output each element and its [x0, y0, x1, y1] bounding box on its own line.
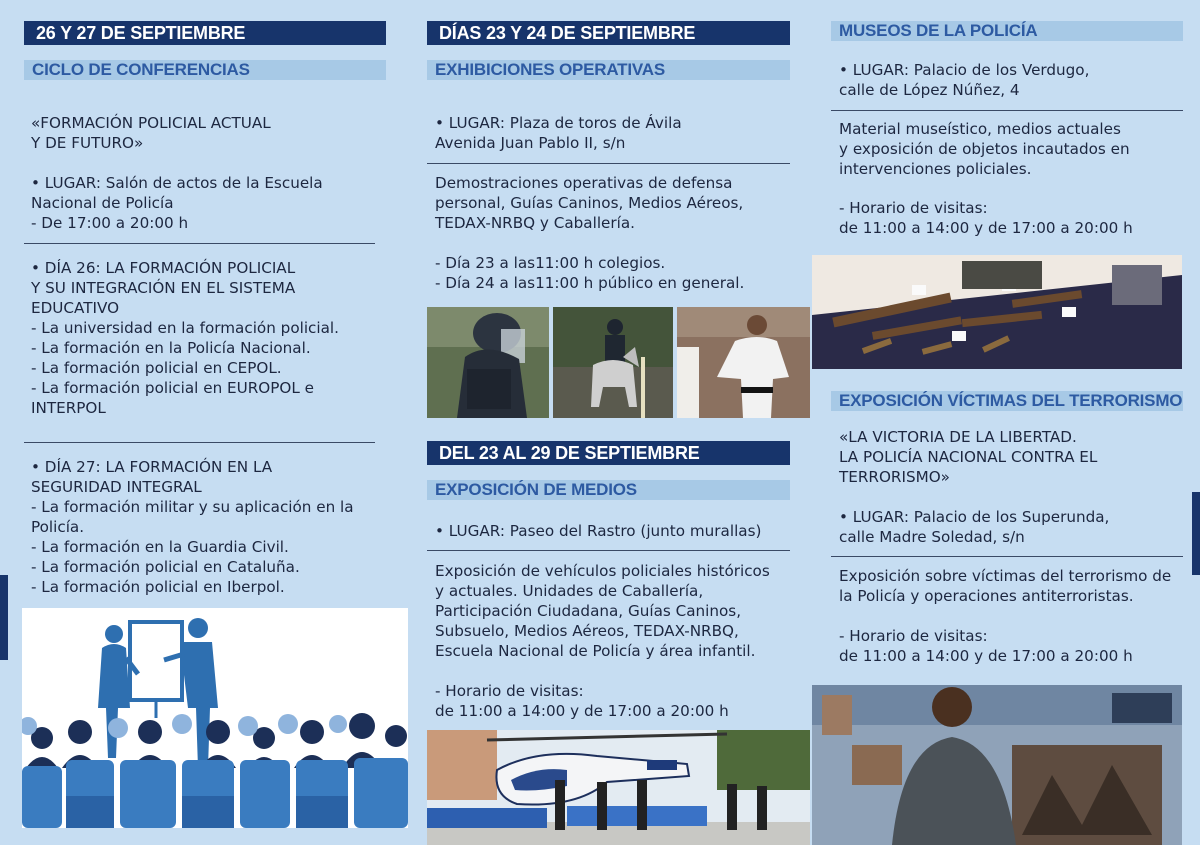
- col2-schedule-1: - Día 23 a las11:00 h colegios. - Día 24 a las11:00 h público en general.: [435, 254, 745, 292]
- col3-hours-1: - Horario de visitas: de 11:00 a 14:00 y de 17:00 a 20:00 h: [839, 199, 1133, 237]
- col2-location-1: • LUGAR: Plaza de toros de Ávila Avenida Juan Pablo II, s/n: [435, 114, 682, 152]
- right-edge-tab: [1192, 492, 1200, 575]
- col3-section-title-1: MUSEOS DE LA POLICÍA: [831, 21, 1183, 41]
- photo-tedax-agent: [427, 307, 549, 418]
- photo-museum-weapons: [812, 255, 1182, 369]
- col1-date-bar: 26 Y 27 DE SEPTIEMBRE: [24, 21, 386, 45]
- col1-day27: • DÍA 27: LA FORMACIÓN EN LA SEGURIDAD INTEGRAL - La formación militar y su aplicación en la Policía. - La formación en la Guardia Civil. - La formación policial en Cataluña. - La formación policial en Iberpol.: [31, 458, 354, 596]
- photo-terrorism-exhibit: [812, 685, 1182, 845]
- photo-police-helicopter: [427, 730, 810, 845]
- col2-divider-2: [427, 550, 790, 551]
- col3-section-title-2: EXPOSICIÓN VÍCTIMAS DEL TERRORISMO: [831, 391, 1183, 411]
- col3-desc-2: Exposición sobre víctimas del terrorismo de la Policía y operaciones antiterroristas.: [839, 567, 1172, 605]
- col2-desc-2: Exposición de vehículos policiales históricos y actuales. Unidades de Caballería, Participación Ciudadana, Guías Caninos, Subsuelo, Medios Aéreos, TEDAX-NRBQ, Escuela Nacional de Policía y área infantil.: [435, 562, 770, 660]
- col2-divider-1: [427, 163, 790, 164]
- col2-section-title-2: EXPOSICIÓN DE MEDIOS: [427, 480, 790, 500]
- col3-hours-2: - Horario de visitas: de 11:00 a 14:00 y de 17:00 a 20:00 h: [839, 627, 1133, 665]
- col3-desc-1: Material museístico, medios actuales y exposición de objetos incautados en intervenciones policiales.: [839, 120, 1130, 178]
- col2-date-bar-2: DEL 23 AL 29 DE SEPTIEMBRE: [427, 441, 790, 465]
- conference-illustration: [22, 608, 408, 828]
- photo-martial-arts: [677, 307, 810, 418]
- photo-mounted-police: [553, 307, 673, 418]
- col3-divider-1: [831, 110, 1183, 111]
- col2-section-title-1: EXHIBICIONES OPERATIVAS: [427, 60, 790, 80]
- col1-divider-1: [24, 243, 375, 244]
- col2-hours-2: - Horario de visitas: de 11:00 a 14:00 y de 17:00 a 20:00 h: [435, 682, 729, 720]
- left-edge-tab: [0, 575, 8, 660]
- col2-desc-1: Demostraciones operativas de defensa personal, Guías Caninos, Medios Aéreos, TEDAX-NRBQ y Caballería.: [435, 174, 744, 232]
- col1-day26: • DÍA 26: LA FORMACIÓN POLICIAL Y SU INTEGRACIÓN EN EL SISTEMA EDUCATIVO - La universidad en la formación policial. - La formación en la Policía Nacional. - La formación policial en CEPOL. - La formación policial en EUROPOL e INTERPOL: [31, 259, 339, 417]
- col3-location-1: • LUGAR: Palacio de los Verdugo, calle de López Núñez, 4: [839, 61, 1090, 99]
- col1-section-title: CICLO DE CONFERENCIAS: [24, 60, 386, 80]
- col1-location: • LUGAR: Salón de actos de la Escuela Nacional de Policía - De 17:00 a 20:00 h: [31, 174, 323, 232]
- col3-location-2: • LUGAR: Palacio de los Superunda, calle Madre Soledad, s/n: [839, 508, 1110, 546]
- col1-divider-2: [24, 442, 375, 443]
- col2-date-bar-1: DÍAS 23 Y 24 DE SEPTIEMBRE: [427, 21, 790, 45]
- col3-divider-2: [831, 556, 1183, 557]
- col3-exhibit-title: «LA VICTORIA DE LA LIBERTAD. LA POLICÍA NACIONAL CONTRA EL TERRORISMO»: [839, 428, 1098, 486]
- col1-lecture-title: «FORMACIÓN POLICIAL ACTUAL Y DE FUTURO»: [31, 114, 271, 152]
- col2-location-2: • LUGAR: Paseo del Rastro (junto murallas): [435, 522, 762, 540]
